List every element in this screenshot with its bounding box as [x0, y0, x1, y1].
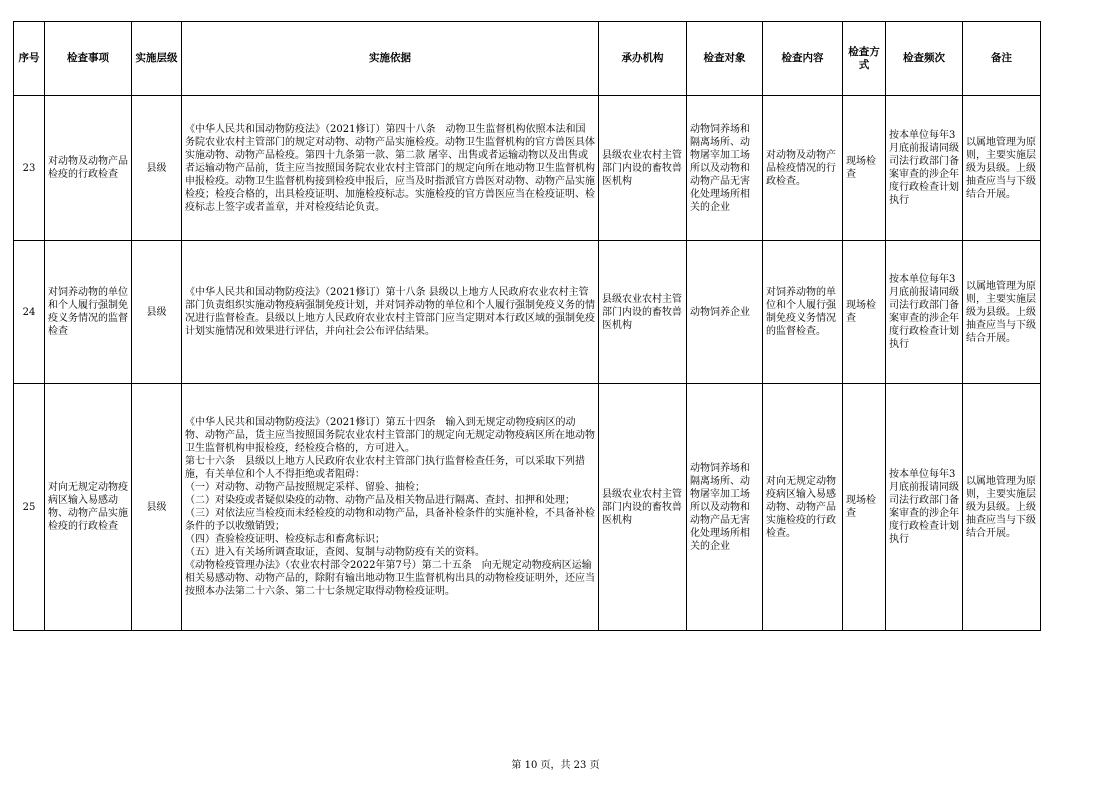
table-row	[14, 241, 1041, 384]
row-basis	[182, 384, 599, 631]
header-frequency: 检查频次	[886, 22, 963, 96]
row-note: 以属地管理为原则，主要实施层级为县级。上级抽查应当与下级结合开展。	[963, 241, 1041, 384]
table-row	[14, 384, 1041, 631]
header-item: 检查事项	[45, 22, 132, 96]
header-target: 检查对象	[687, 22, 763, 96]
row-method: 现场检查	[843, 241, 886, 384]
row-basis: 《中华人民共和国动物防疫法》（2021修订）第十八条 县级以上地方人民政府农业农村主管部门负责组织实施动物疫病强制免疫计划，并对饲养动物的单位和个人履行强制免疫义务的情况进行监督检查。县级以上地方人民政府农业农村主管部门应当定期对本行政区域的强制免疫计划实施情况和效果进行评估，并向社会公布评估结果。	[182, 241, 599, 384]
header-basis: 实施依据	[182, 22, 599, 96]
row-target: 动物饲养场和隔离场所、动物屠宰加工场所以及动物和动物产品无害化处理场所相关的企业	[687, 384, 763, 631]
header-no: 序号	[14, 22, 45, 96]
row-agency: 县级农业农村主管部门内设的畜牧兽医机构	[599, 384, 687, 631]
row-method: 现场检查	[843, 384, 886, 631]
row-level: 县级	[132, 96, 182, 241]
row-frequency: 按本单位每年3月底前报请同级司法行政部门备案审查的涉企年度行政检查计划执行	[886, 241, 963, 384]
table-header-row	[14, 22, 1041, 96]
basis-line: （三）对依法应当检疫而未经检疫的动物和动物产品，具备补检条件的实施补检，不具备补检条件的予以收缴销毁；	[185, 508, 595, 532]
row-target: 动物饲养企业	[687, 241, 763, 384]
row-no: 25	[14, 384, 45, 631]
basis-line: （四）查验检疫证明、检疫标志和畜禽标识；	[185, 534, 385, 545]
row-target: 动物饲养场和隔离场所、动物屠宰加工场所以及动物和动物产品无害化处理场所相关的企业	[687, 96, 763, 241]
row-note: 以属地管理为原则，主要实施层级为县级。上级抽查应当与下级结合开展。	[963, 384, 1041, 631]
basis-line: （五）进入有关场所调查取证，查阅、复制与动物防疫有关的资料。	[185, 547, 485, 558]
row-note: 以属地管理为原则，主要实施层级为县级。上级抽查应当与下级结合开展。	[963, 96, 1041, 241]
inspection-table	[13, 21, 1041, 631]
row-no: 23	[14, 96, 45, 241]
page-footer: 第 10 页，共 23 页	[511, 760, 600, 771]
row-no: 24	[14, 241, 45, 384]
header-agency: 承办机构	[599, 22, 687, 96]
row-item: 对饲养动物的单位和个人履行强制免疫义务情况的监督检查	[45, 241, 132, 384]
row-level: 县级	[132, 384, 182, 631]
row-agency: 县级农业农村主管部门内设的畜牧兽医机构	[599, 96, 687, 241]
row-method: 现场检查	[843, 96, 886, 241]
row-agency: 县级农业农村主管部门内设的畜牧兽医机构	[599, 241, 687, 384]
row-item: 对动物及动物产品检疫的行政检查	[45, 96, 132, 241]
row-content: 对动物及动物产品检疫情况的行政检查。	[763, 96, 843, 241]
header-method: 检查方式	[843, 22, 886, 96]
row-content: 对饲养动物的单位和个人履行强制免疫义务情况的监督检查。	[763, 241, 843, 384]
row-frequency: 按本单位每年3月底前报请同级司法行政部门备案审查的涉企年度行政检查计划执行	[886, 96, 963, 241]
basis-line: 《动物检疫管理办法》（农业农村部令2022年第7号）第二十五条 向无规定动物疫病区运输相关易感动物、动物产品的，除附有输出地动物卫生监督机构出具的动物检疫证明外，还应当按照本办法第二十六条、第二十七条规定取得动物检疫证明。	[185, 560, 595, 597]
row-item: 对向无规定动物疫病区输入易感动物、动物产品实施检疫的行政检查	[45, 384, 132, 631]
table-row	[14, 96, 1041, 241]
header-note: 备注	[963, 22, 1041, 96]
header-content: 检查内容	[763, 22, 843, 96]
row-content: 对向无规定动物疫病区输入易感动物、动物产品实施检疫的行政检查。	[763, 384, 843, 631]
header-level: 实施层级	[132, 22, 182, 96]
basis-line: 第七十六条 县级以上地方人民政府农业农村主管部门执行监督检查任务，可以采取下列措施，有关单位和个人不得拒绝或者阻碍：	[185, 456, 585, 480]
row-basis: 《中华人民共和国动物防疫法》（2021修订）第四十八条 动物卫生监督机构依照本法和国务院农业农村主管部门的规定对动物、动物产品实施检疫。动物卫生监督机构的官方兽医具体实施动物、动物产品检疫。第四十九条第一款、第二款 屠宰、出售或者运输动物以及出售或者运输动物产品前，货主应当按照国务院农业农村主管部门的规定向所在地动物卫生监督机构申报检疫。动物卫生监督机构接到检疫申报后，应当及时指派官方兽医对动物、动物产品实施检疫；检疫合格的，出具检疫证明、加施检疫标志。实施检疫的官方兽医应当在检疫证明、检疫标志上签字或者盖章，并对检疫结论负责。	[182, 96, 599, 241]
basis-line: 《中华人民共和国动物防疫法》（2021修订）第五十四条 输入到无规定动物疫病区的动物、动物产品，货主应当按照国务院农业农村主管部门的规定向无规定动物疫病区所在地动物卫生监督机构申报检疫，经检疫合格的，方可进入。	[185, 417, 595, 454]
basis-line: （二）对染疫或者疑似染疫的动物、动物产品及相关物品进行隔离、查封、扣押和处理；	[185, 495, 575, 506]
row-level: 县级	[132, 241, 182, 384]
row-frequency: 按本单位每年3月底前报请同级司法行政部门备案审查的涉企年度行政检查计划执行	[886, 384, 963, 631]
basis-line: （一）对动物、动物产品按照规定采样、留验、抽检；	[185, 482, 425, 493]
